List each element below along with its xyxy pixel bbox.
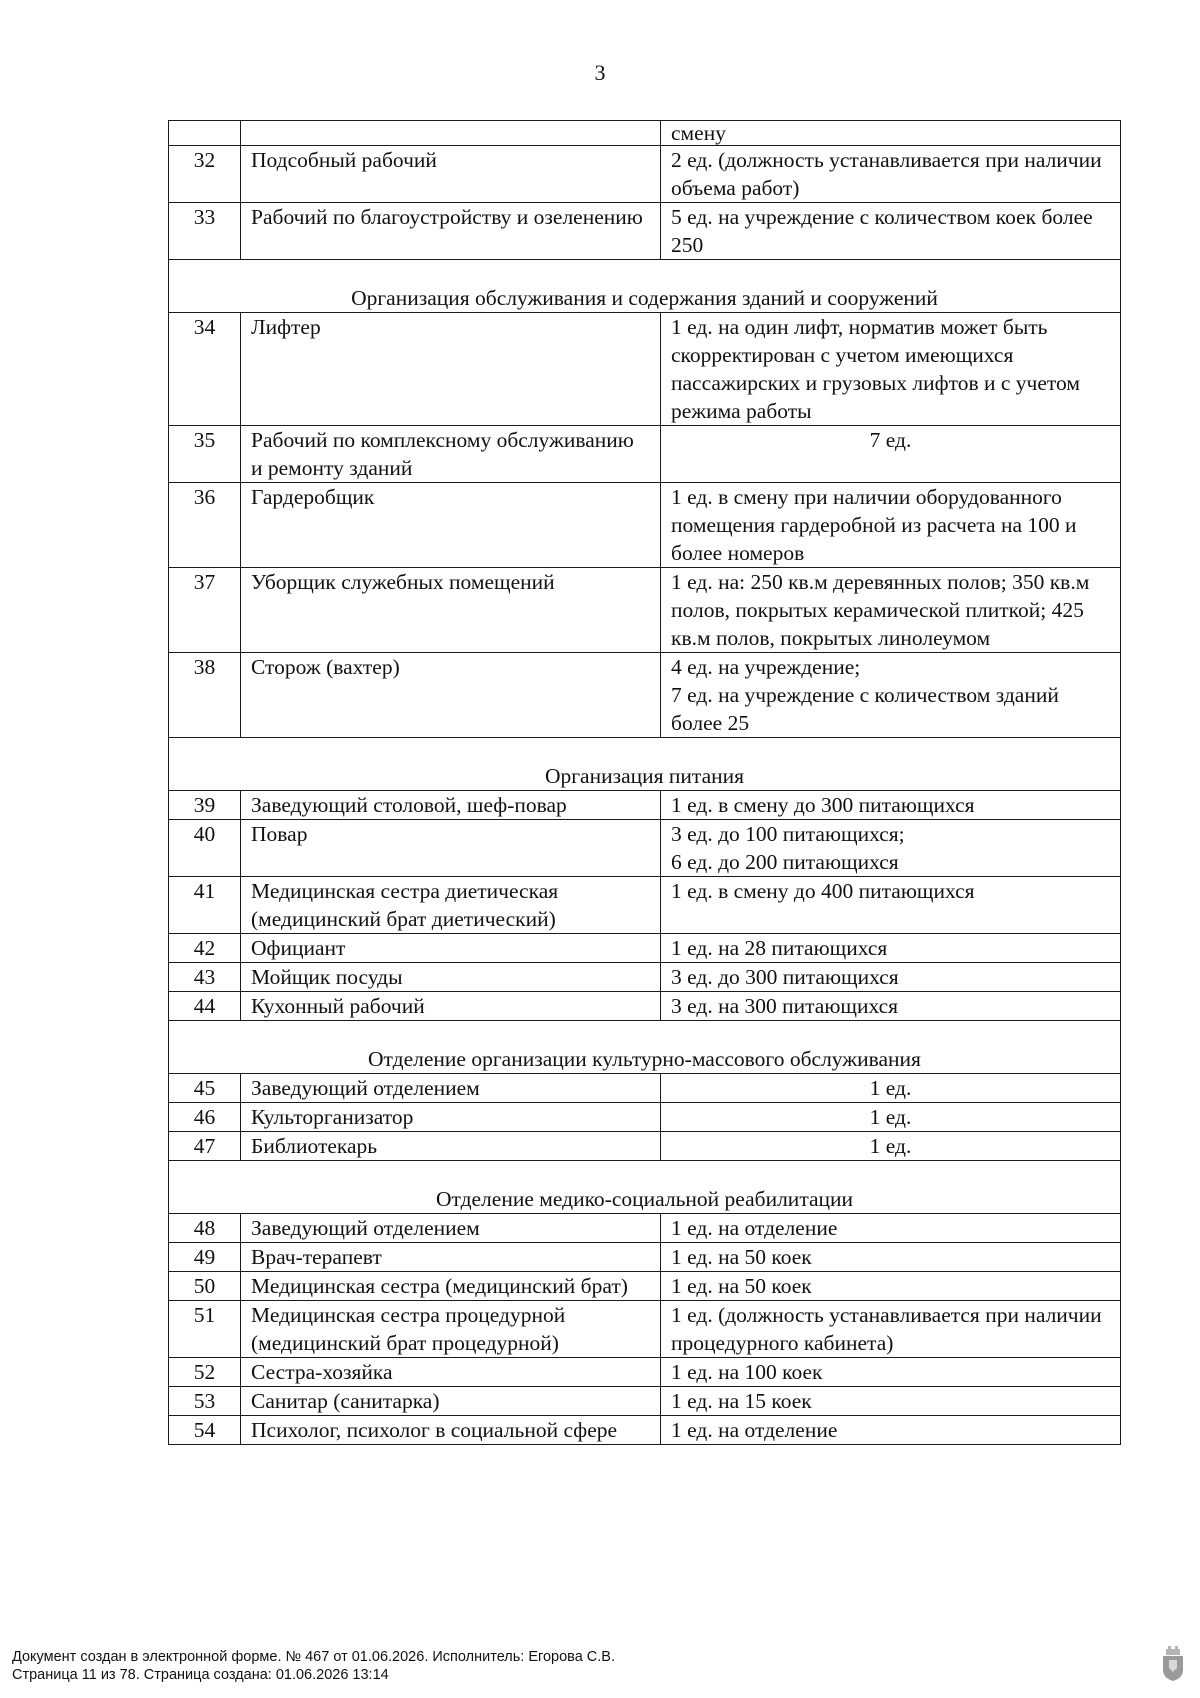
- position-title: Медицинская сестра процедурной (медицинский брат процедурной): [241, 1301, 661, 1358]
- section-title: Отделение медико-социальной реабилитации: [169, 1161, 1121, 1214]
- row-number: 51: [169, 1301, 241, 1358]
- position-title: [241, 121, 661, 146]
- table-row: [169, 653, 1121, 738]
- position-title: Гардеробщик: [241, 483, 661, 568]
- staffing-norm: 3 ед. до 100 питающихся; 6 ед. до 200 питающихся: [661, 820, 1121, 877]
- staffing-norm: 1 ед. на отделение: [661, 1214, 1121, 1243]
- section-header-row: [169, 738, 1121, 791]
- position-title: Заведующий столовой, шеф-повар: [241, 791, 661, 820]
- row-number: 39: [169, 791, 241, 820]
- table-row: [169, 992, 1121, 1021]
- position-title: Культорганизатор: [241, 1103, 661, 1132]
- table-row: [169, 1132, 1121, 1161]
- section-header-row: [169, 1021, 1121, 1074]
- position-title: Психолог, психолог в социальной сфере: [241, 1416, 661, 1445]
- table-row: [169, 934, 1121, 963]
- coat-of-arms-icon: [1160, 1646, 1186, 1682]
- table-row: [169, 877, 1121, 934]
- table-row: [169, 313, 1121, 426]
- electronic-document-footer: [12, 1648, 615, 1684]
- row-number: 32: [169, 146, 241, 203]
- section-header-row: [169, 1161, 1121, 1214]
- table-row: [169, 146, 1121, 203]
- position-title: Мойщик посуды: [241, 963, 661, 992]
- staffing-norm: 1 ед.: [661, 1132, 1121, 1161]
- table-row: [169, 1272, 1121, 1301]
- position-title: Медицинская сестра (медицинский брат): [241, 1272, 661, 1301]
- row-number: 53: [169, 1387, 241, 1416]
- row-number: 45: [169, 1074, 241, 1103]
- row-number: 33: [169, 203, 241, 260]
- position-title: Медицинская сестра диетическая (медицинский брат диетический): [241, 877, 661, 934]
- position-title: Уборщик служебных помещений: [241, 568, 661, 653]
- table-row: [169, 1074, 1121, 1103]
- table-row: [169, 568, 1121, 653]
- table-row: [169, 426, 1121, 483]
- table-row: [169, 963, 1121, 992]
- staffing-norm: 7 ед.: [661, 426, 1121, 483]
- position-title: Кухонный рабочий: [241, 992, 661, 1021]
- row-number: 38: [169, 653, 241, 738]
- table-row: [169, 820, 1121, 877]
- staffing-norm: 1 ед. на отделение: [661, 1416, 1121, 1445]
- staffing-norm: 3 ед. до 300 питающихся: [661, 963, 1121, 992]
- table-row: [169, 1358, 1121, 1387]
- table-row: [169, 1387, 1121, 1416]
- table-row: [169, 1243, 1121, 1272]
- page-number: 3: [594, 60, 606, 85]
- staffing-norm: 1 ед. на 15 коек: [661, 1387, 1121, 1416]
- row-number: 37: [169, 568, 241, 653]
- position-title: Заведующий отделением: [241, 1074, 661, 1103]
- position-title: Санитар (санитарка): [241, 1387, 661, 1416]
- staffing-norm: 1 ед. на: 250 кв.м деревянных полов; 350 кв.м полов, покрытых керамической плиткой; 425 кв.м полов, покрытых линолеумом: [661, 568, 1121, 653]
- row-number: 40: [169, 820, 241, 877]
- section-title: Организация питания: [169, 738, 1121, 791]
- table-row: [169, 1416, 1121, 1445]
- position-title: Подсобный рабочий: [241, 146, 661, 203]
- table-row: [169, 483, 1121, 568]
- row-number: [169, 121, 241, 146]
- row-number: 42: [169, 934, 241, 963]
- continued-row: [169, 121, 1121, 146]
- section-title: Организация обслуживания и содержания зданий и сооружений: [169, 260, 1121, 313]
- staffing-norm: 5 ед. на учреждение с количеством коек более 250: [661, 203, 1121, 260]
- staffing-norm: 4 ед. на учреждение; 7 ед. на учреждение с количеством зданий более 25: [661, 653, 1121, 738]
- row-number: 52: [169, 1358, 241, 1387]
- position-title: Заведующий отделением: [241, 1214, 661, 1243]
- staffing-norm: 1 ед. в смену до 400 питающихся: [661, 877, 1121, 934]
- position-title: Библиотекарь: [241, 1132, 661, 1161]
- staffing-norm: 1 ед. на 50 коек: [661, 1272, 1121, 1301]
- position-title: Лифтер: [241, 313, 661, 426]
- row-number: 41: [169, 877, 241, 934]
- row-number: 54: [169, 1416, 241, 1445]
- row-number: 44: [169, 992, 241, 1021]
- row-number: 50: [169, 1272, 241, 1301]
- position-title: Рабочий по комплексному обслуживанию и ремонту зданий: [241, 426, 661, 483]
- position-title: Рабочий по благоустройству и озеленению: [241, 203, 661, 260]
- staffing-norm: 1 ед. в смену при наличии оборудованного помещения гардеробной из расчета на 100 и более номеров: [661, 483, 1121, 568]
- footer-page-info: Страница 11 из 78. Страница создана: 01.06.2026 13:14: [12, 1667, 389, 1683]
- section-header-row: [169, 260, 1121, 313]
- staffing-norm: 1 ед. (должность устанавливается при наличии процедурного кабинета): [661, 1301, 1121, 1358]
- row-number: 49: [169, 1243, 241, 1272]
- row-number: 35: [169, 426, 241, 483]
- staffing-norm: 2 ед. (должность устанавливается при наличии объема работ): [661, 146, 1121, 203]
- table-row: [169, 203, 1121, 260]
- row-number: 47: [169, 1132, 241, 1161]
- position-title: Сторож (вахтер): [241, 653, 661, 738]
- position-title: Врач-терапевт: [241, 1243, 661, 1272]
- footer-document-info: Документ создан в электронной форме. № 467 от 01.06.2026. Исполнитель: Егорова С.В.: [12, 1649, 616, 1665]
- row-number: 46: [169, 1103, 241, 1132]
- row-number: 43: [169, 963, 241, 992]
- staffing-norm: 1 ед.: [661, 1103, 1121, 1132]
- staffing-norm: 1 ед. в смену до 300 питающихся: [661, 791, 1121, 820]
- table-row: [169, 1301, 1121, 1358]
- staffing-table-body: [169, 121, 1121, 1445]
- staffing-norm: смену: [661, 121, 1121, 146]
- staffing-norm: 1 ед. на один лифт, норматив может быть скорректирован с учетом имеющихся пассажирских и грузовых лифтов и с учетом режима работы: [661, 313, 1121, 426]
- position-title: Повар: [241, 820, 661, 877]
- table-row: [169, 1103, 1121, 1132]
- row-number: 36: [169, 483, 241, 568]
- table-row: [169, 1214, 1121, 1243]
- staffing-norm: 3 ед. на 300 питающихся: [661, 992, 1121, 1021]
- row-number: 48: [169, 1214, 241, 1243]
- table-row: [169, 791, 1121, 820]
- row-number: 34: [169, 313, 241, 426]
- position-title: Сестра-хозяйка: [241, 1358, 661, 1387]
- staffing-norm: 1 ед. на 100 коек: [661, 1358, 1121, 1387]
- position-title: Официант: [241, 934, 661, 963]
- section-title: Отделение организации культурно-массового обслуживания: [169, 1021, 1121, 1074]
- staffing-norm: 1 ед. на 28 питающихся: [661, 934, 1121, 963]
- staffing-table: [168, 120, 1121, 1445]
- staffing-norm: 1 ед. на 50 коек: [661, 1243, 1121, 1272]
- staffing-norm: 1 ед.: [661, 1074, 1121, 1103]
